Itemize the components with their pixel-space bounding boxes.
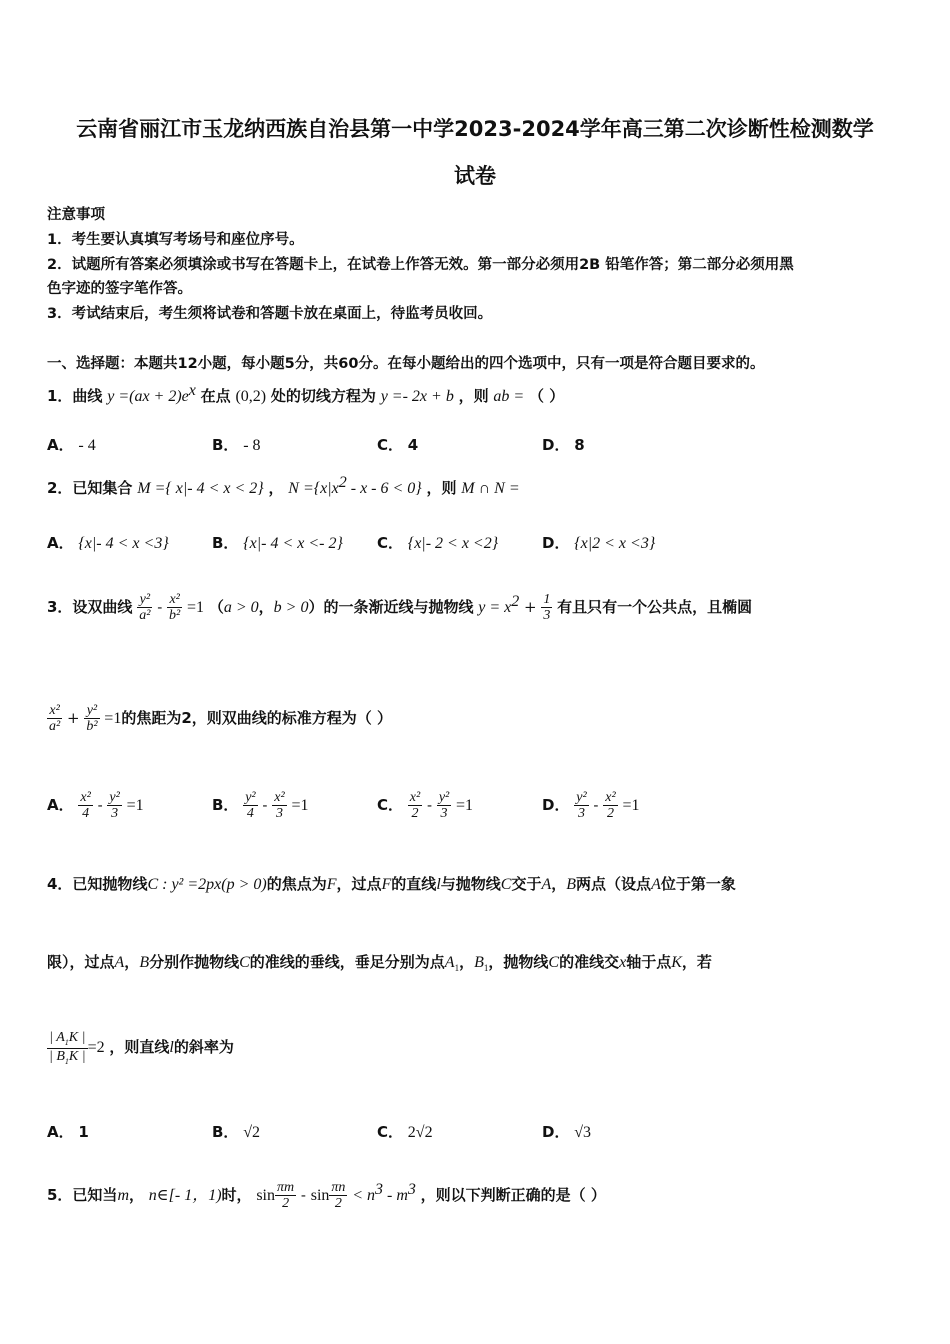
q3-option-b: B． $\frac{\text{y²}}{4}$ - $\frac{\text{x²}}{3}$ =1	[212, 790, 309, 822]
q2-option-d: D． {x|2 < x <3}	[542, 534, 656, 552]
title-line-2: 试卷	[454, 164, 496, 188]
q4-option-b: B． √2	[212, 1123, 260, 1141]
question-2: 2．已知集合 M ={ x|- 4 < x < 2} ， $N =\{x|x^2 - x - 6 < 0\}$ ，则 M ∩ N =	[47, 474, 520, 497]
q1-option-a: A． - 4	[47, 436, 96, 454]
question-4-line-2: 限），过点A，B分别作抛物线C的准线的垂线，垂足分别为点$A_1$，$B_1$，抛物线C的准线交x轴于点K，若	[47, 953, 712, 973]
q2-option-b: B． {x|- 4 < x <- 2}	[212, 534, 343, 552]
q3-option-c: C． $\frac{\text{x²}}{2}$ - $\frac{\text{y²}}{3}$ =1	[377, 790, 474, 822]
q4-option-c: C． 2√2	[377, 1123, 433, 1141]
q1-option-d: D． 8	[542, 436, 585, 454]
notice-item-2-cont: 色字迹的签字笔作答。	[47, 281, 192, 297]
notice-item-3: 3．考试结束后，考生须将试卷和答题卡放在桌面上，待监考员收回。	[47, 306, 493, 322]
question-3-cont: $\frac{\text{x²}}{\text{a²}}$ + $\frac{\text{y²}}{\text{b²}}$ =1的焦距为2，则双曲线的标准方程为（ ）	[49, 703, 392, 735]
question-1: 1．曲线 $y =(ax + 2)e^x$ 在点 (0,2) 处的切线方程为 y =- 2x + b ，则 ab = （ ）	[47, 382, 565, 405]
notice-item-2: 2．试题所有答案必须填涂或书写在答题卡上，在试卷上作答无效。第一部分必须用2B 铅笔作答；第二部分必须用黑	[47, 257, 794, 273]
notice-heading: 注意事项	[47, 207, 105, 223]
q3-option-d: D． $\frac{\text{y²}}{3}$ - $\frac{\text{x²}}{2}$ =1	[542, 790, 640, 822]
q3-option-a: A． $\frac{\text{x²}}{4}$ - $\frac{\text{y²}}{3}$ =1	[47, 790, 144, 822]
question-5: 5．已知当m， n∈[- 1，1)时， sin $\frac{\pi m}{2}$ - sin $\frac{\pi n}{2}$ < $n^3 - m^3$ ，则以下判断正确的是（ ）	[47, 1180, 606, 1212]
q2-option-a: A． {x|- 4 < x <3}	[47, 534, 169, 552]
q1-option-b: B． - 8	[212, 436, 261, 454]
q4-option-a: A． 1	[47, 1123, 89, 1141]
title-line-1: 云南省丽江市玉龙纳西族自治县第一中学2023-2024学年高三第二次诊断性检测数学	[76, 117, 874, 141]
question-4: 4．已知抛物线C : y² =2px(p > 0)的焦点为F，过点F的直线l与抛物线C交于A，B两点（设点A位于第一象	[47, 875, 736, 893]
section-heading: 一、选择题：本题共12小题，每小题5分，共60分。在每小题给出的四个选项中，只有一项是符合题目要求的。	[47, 356, 765, 372]
q1-option-c: C． 4	[377, 436, 419, 454]
question-3: 3．设双曲线 $\frac{\text{y²}}{\text{a²}}$ - $\frac{\text{x²}}{\text{b²}}$ =1 （a > 0，b > 0）的一条渐近线与抛物线 $y = x^2$ + $\frac{1}{3}$ 有且只有一个公共点，且椭圆	[47, 592, 753, 624]
q4-option-d: D． √3	[542, 1123, 592, 1141]
question-4-line-3: $\frac{| A_1K |}{| B_1K |}$ =2 ，则直线l的斜率为	[49, 1030, 234, 1066]
notice-item-1: 1．考生要认真填写考场号和座位序号。	[47, 232, 304, 248]
q2-option-c: C． {x|- 2 < x <2}	[377, 534, 499, 552]
